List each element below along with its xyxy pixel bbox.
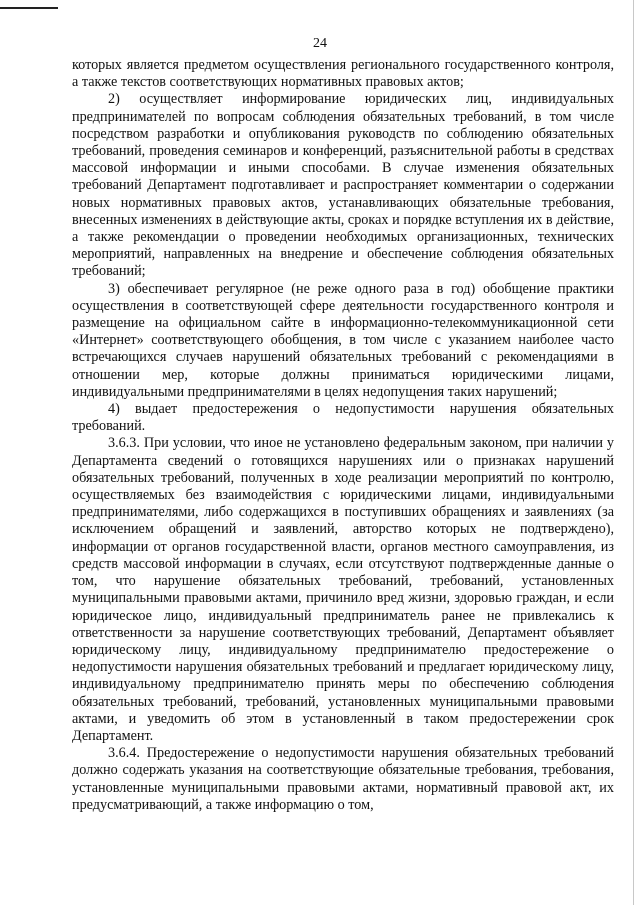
paragraph-item-4: 4) выдает предостережения о недопустимости нарушения обязательных требований. — [72, 401, 614, 435]
paragraph-item-3: 3) обеспечивает регулярное (не реже одного раза в год) обобщение практики осуществления в соответствующей сфере деятельности государственного контроля и размещение на официальном сайте в информационно-телекоммуникационной сети «Интернет» соответствующего обобщения, в том числе с указанием наиболее часто встречающихся случаев нарушений обязательных требований с рекомендациями в отношении мер, которые должны приниматься юридическими лицами, индивидуальными предпринимателями в целях недопущения таких нарушений; — [72, 280, 614, 400]
top-rule — [0, 7, 58, 9]
paragraph-section-3-6-3: 3.6.3. При условии, что иное не установлено федеральным законом, при наличии у Департамента сведений о готовящихся нарушениях или о признаках нарушений обязательных требований, полученных в ходе реализации мероприятий по контролю, осуществляемых без взаимодействия с юридическими лицами, индивидуальными предпринимателями, либо содержащихся в поступивших обращениях и заявлениях (за исключением обращений и заявлений, авторство которых не подтверждено), информации от органов государственной власти, органов местного самоуправления, из средств массовой информации в случаях, если отсутствуют подтвержденные данные о том, что нарушение обязательных требований, требований, установленных муниципальными правовыми актами, причинило вред жизни, здоровью граждан, и если юридическое лицо, индивидуальный предприниматель ранее не привлекались к ответственности за нарушение соответствующих требований, Департамент объявляет юридическому лицу, индивидуальному предпринимателю предостережение о недопустимости нарушения обязательных требований и предлагает юридическому лицу, индивидуальному предпринимателю принять меры по обеспечению соблюдения обязательных требований, требований, установленных муниципальными правовыми актами, и уведомить об этом в установленный в таком предостережении срок Департамент. — [72, 435, 614, 744]
page-number: 24 — [313, 36, 327, 51]
paragraph-continuation: которых является предметом осуществления регионального государственного контроля, а также текстов соответствующих нормативных правовых актов; — [72, 57, 614, 91]
paragraph-section-3-6-4: 3.6.4. Предостережение о недопустимости нарушения обязательных требований должно содержать указания на соответствующие обязательные требования, требования, установленные муниципальными правовыми актами, нормативный правовой акт, их предусматривающий, а также информацию о том, — [72, 745, 614, 813]
document-body — [72, 57, 614, 814]
page-edge — [633, 0, 634, 905]
paragraph-item-2: 2) осуществляет информирование юридических лиц, индивидуальных предпринимателей по вопросам соблюдения обязательных требований, в том числе посредством разработки и опубликования руководств по соблюдению обязательных требований, проведения семинаров и конференций, разъяснительной работы в средствах массовой информации и иными способами. В случае изменения обязательных требований Департамент подготавливает и распространяет комментарии о содержании новых нормативных правовых актов, устанавливающих обязательные требования, внесенных изменениях в действующие акты, сроках и порядке вступления их в действие, а также рекомендации о проведении необходимых организационных, технических мероприятий, направленных на внедрение и обеспечение соблюдения обязательных требований; — [72, 91, 614, 280]
